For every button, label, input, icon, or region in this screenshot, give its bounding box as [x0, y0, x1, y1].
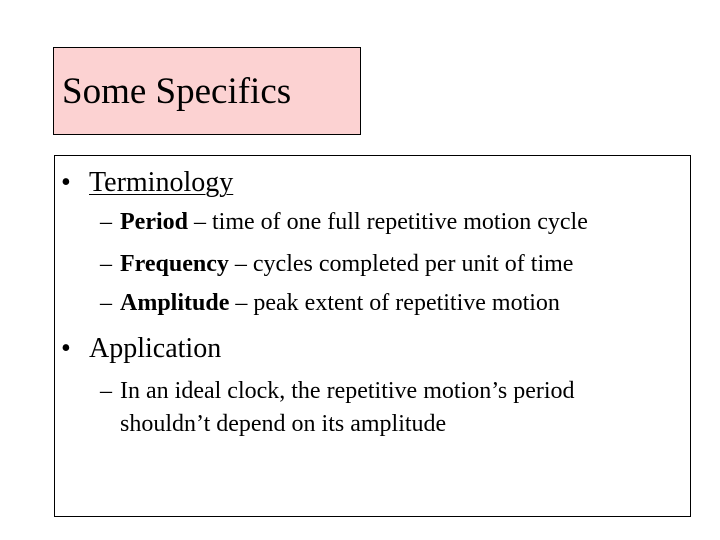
subitem-period: [100, 209, 588, 235]
definition-period: time of one full repetitive motion cycle: [211, 209, 588, 235]
dash-marker: –: [100, 209, 112, 235]
term-separator: –: [228, 251, 253, 277]
bullet-marker: •: [61, 333, 71, 364]
term-period: Period: [120, 209, 188, 235]
dash-marker: –: [100, 290, 112, 316]
definition-frequency: cycles completed per unit of time: [252, 251, 574, 277]
definition-amplitude: peak extent of repetitive motion: [253, 290, 560, 316]
ideal-clock-line-1: In an ideal clock, the repetitive motion’s period: [120, 378, 575, 404]
term-separator: –: [187, 209, 212, 235]
subitem-frequency: [100, 251, 573, 277]
term-separator: –: [229, 290, 254, 316]
content-box: [54, 155, 691, 517]
bullet-text-application: Application: [89, 333, 222, 364]
ideal-clock-line-2: shouldn’t depend on its amplitude: [120, 411, 447, 437]
subitem-amplitude: [100, 290, 560, 316]
bullet-application: [61, 334, 221, 364]
term-frequency: Frequency: [120, 251, 229, 277]
bullet-terminology: [61, 168, 233, 198]
bullet-text-terminology: Terminology: [89, 167, 234, 198]
dash-marker: –: [100, 378, 112, 404]
subitem-line-1: [100, 375, 575, 408]
slide-title: Some Specifics: [62, 70, 292, 112]
title-box: [53, 47, 361, 135]
bullet-marker: •: [61, 167, 71, 198]
subitem-ideal-clock: [100, 375, 575, 441]
term-amplitude: Amplitude: [120, 290, 230, 316]
dash-marker: –: [100, 251, 112, 277]
